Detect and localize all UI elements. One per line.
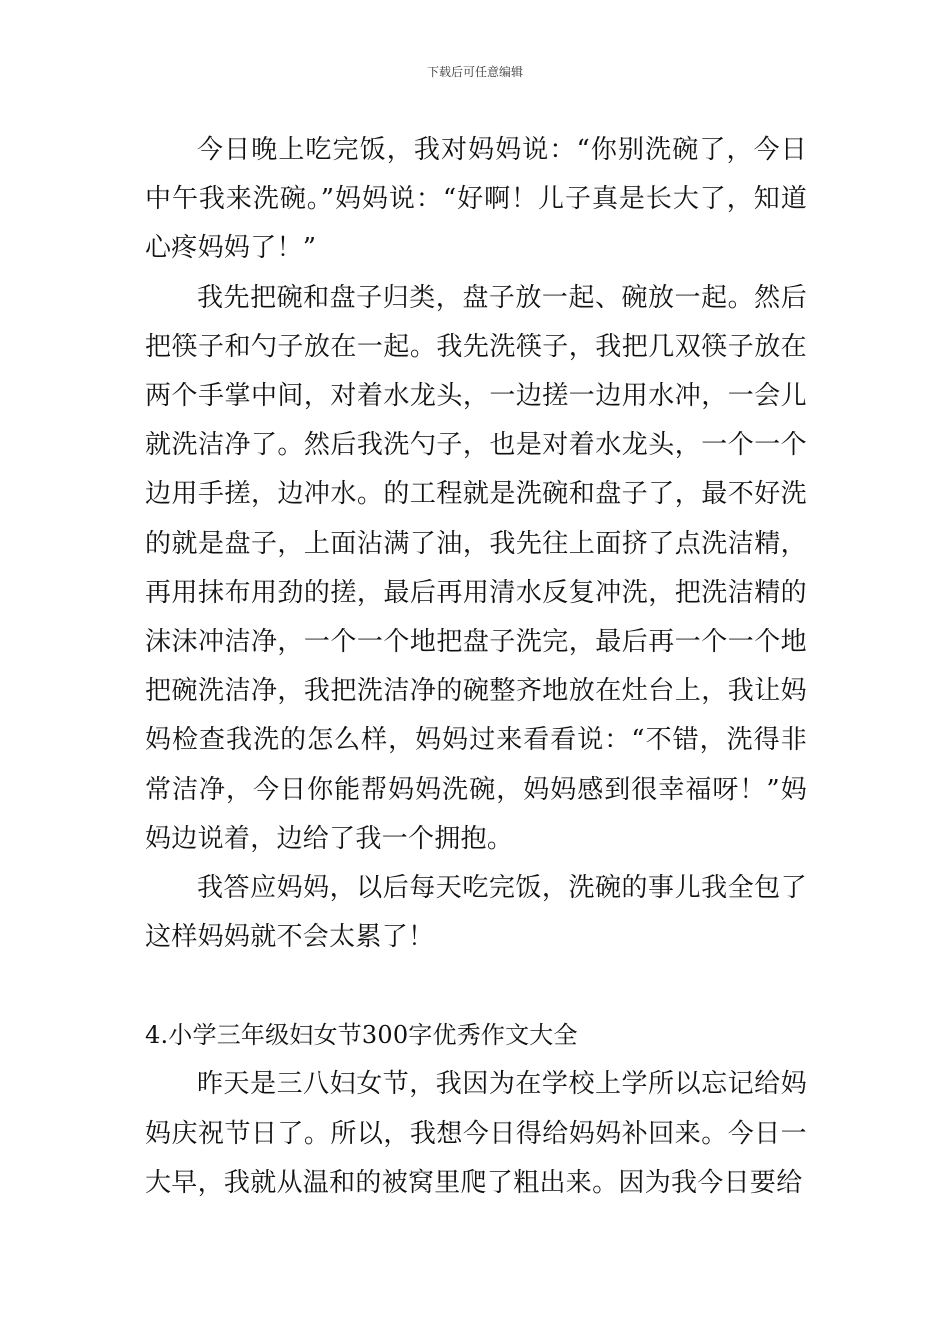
paragraph-womens-day-intro: 昨天是三八妇女节，我因为在学校上学所以忘记给妈妈庆祝节日了。所以，我想今日得给妈妈补回来。今日一大早，我就从温和的被窝里爬了粗出来。因为我今日要给 (145, 1069, 807, 1198)
paragraph-promise: 我答应妈妈，以后每天吃完饭，洗碗的事儿我全包了这样妈妈就不会太累了！ (145, 873, 807, 953)
section-spacer (145, 962, 807, 1011)
paragraph-dinner-conversation: 今日晚上吃完饭，我对妈妈说：“你别洗碗了，今日中午我来洗碗。”妈妈说：“好啊！儿子真是长大了，知道心疼妈妈了！” (145, 135, 807, 264)
paragraph-washing-process: 我先把碗和盘子归类，盘子放一起、碗放一起。然后把筷子和勺子放在一起。我先洗筷子，我把几双筷子放在两个手掌中间，对着水龙头，一边搓一边用水冲，一会儿就洗洁净了。然后我洗勺子，也是对着水龙头，一个一个边用手搓，边冲水。的工程就是洗碗和盘子了，最不好洗的就是盘子，上面沾满了油，我先往上面挤了点洗洁精，再用抹布用劲的搓，最后再用清水反复冲洗，把洗洁精的沫沫冲洁净，一个一个地把盘子洗完，最后再一个一个地把碗洗洁净，我把洗洁净的碗整齐地放在灶台上，我让妈妈检查我洗的怎么样，妈妈过来看看说：“不错，洗得非常洁净，今日你能帮妈妈洗碗，妈妈感到很幸福呀！”妈妈边说着，边给了我一个拥抱。 (145, 282, 807, 854)
document-body (145, 126, 807, 1208)
page-header-note: 下载后可任意编辑 (426, 65, 523, 79)
section-heading: 4.小学三年级妇女节300字优秀作文大全 (145, 1021, 578, 1050)
